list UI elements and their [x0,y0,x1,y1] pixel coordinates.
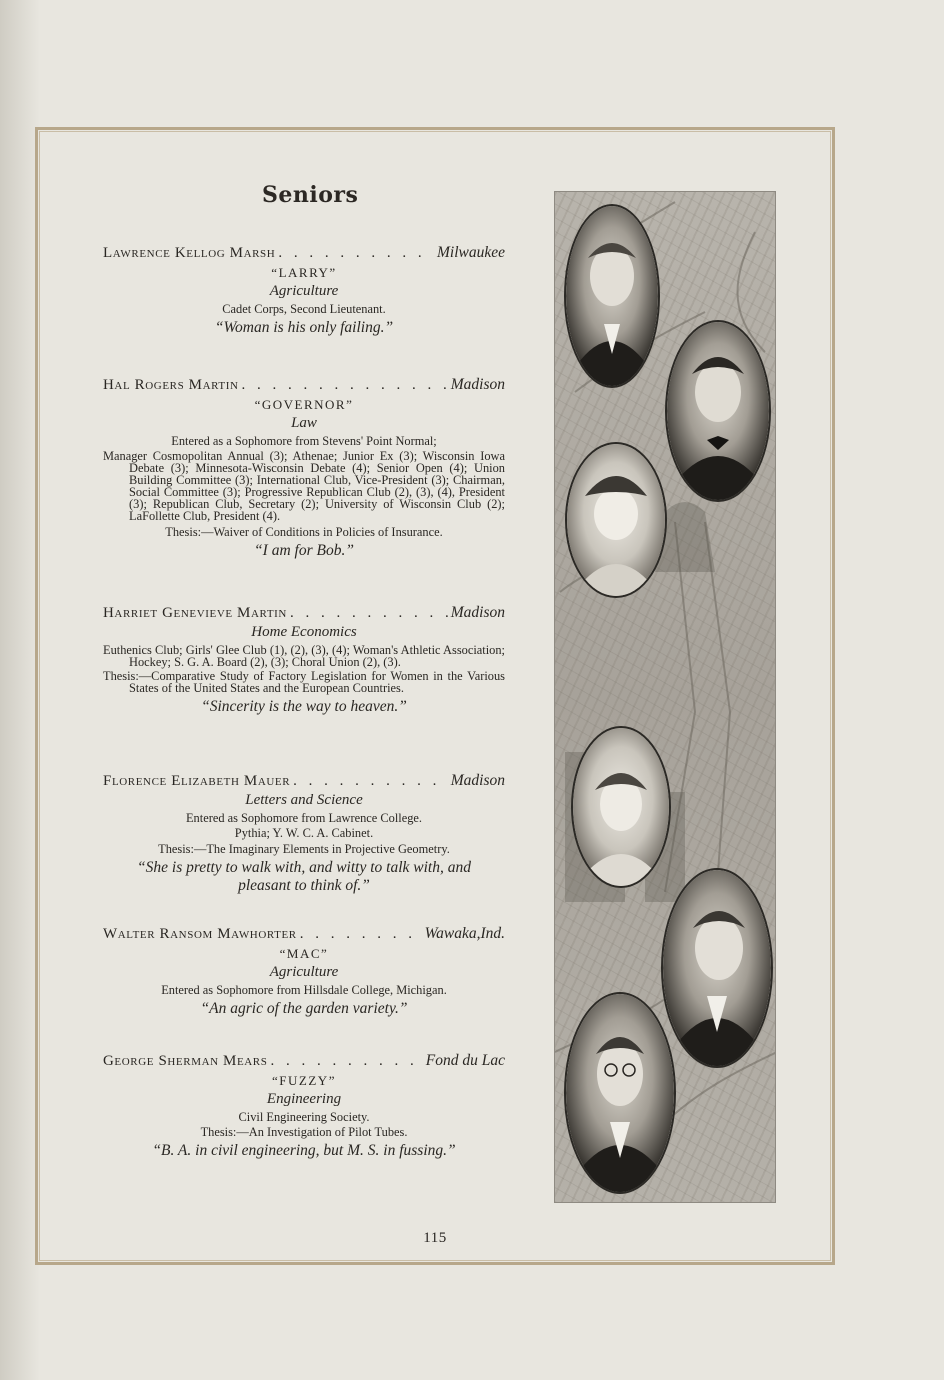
nickname: “MAC” [279,946,329,961]
quote: “I am for Bob.” [254,542,354,559]
leader-dots [242,377,448,394]
senior-entry-mauer [103,772,505,895]
leader-dots [293,773,448,790]
activities: Euthenics Club; Girls' Glee Club (1), (2), (3), (4); Woman's Athletic Association; Hockey; S. G. A. Board (2), (3); Choral Union (2), (3). [103,643,505,669]
course: Home Economics [251,624,357,640]
senior-entry-marsh [103,244,505,337]
senior-entry-mawhorter [103,925,505,1018]
name-line [103,376,505,394]
quote: “An agric of the garden variety.” [200,1000,408,1017]
leader-dots [290,605,448,622]
senior-entry-harriet-martin [103,604,505,716]
portrait-harriet-martin [565,442,667,598]
leader-dots [300,926,422,943]
nickname: “LARRY” [271,265,337,280]
leader-dots [270,1053,422,1070]
hometown: Milwaukee [436,244,505,261]
page-number: 115 [423,1230,447,1246]
hometown: Wawaka,Ind. [424,925,505,942]
thesis: Thesis:—Waiver of Conditions in Policies of Insurance. [165,525,443,539]
quote: “She is pretty to walk with, and witty to talk with, and pleasant to think of.” [137,859,471,894]
course: Law [291,415,317,431]
hometown: Madison [450,604,505,621]
portrait-marsh [564,204,660,388]
portrait-mears [564,992,676,1194]
name-line [103,1052,505,1070]
senior-entry-hal-martin [103,376,505,560]
senior-entry-mears [103,1052,505,1160]
thesis: Thesis:—Comparative Study of Factory Legislation for Women in the Various States of the United States and the European Countries. [103,669,505,695]
nickname: “GOVERNOR” [254,397,354,412]
quote: “Sincerity is the way to heaven.” [201,698,407,715]
nickname: “FUZZY” [272,1073,336,1088]
senior-name: George Sherman Mears [103,1053,268,1069]
leader-dots [278,245,434,262]
course: Letters and Science [245,792,363,808]
quote: “B. A. in civil engineering, but M. S. in fussing.” [152,1142,456,1159]
thesis: Thesis:—The Imaginary Elements in Projective Geometry. [158,842,450,856]
senior-name: Hal Rogers Martin [103,377,239,393]
entered-from: Entered as Sophomore from Lawrence College. [185,811,423,825]
name-line [103,244,505,262]
portrait-mauer [571,726,671,888]
activities: Pythia; Y. W. C. A. Cabinet. [234,826,374,840]
name-line [103,925,505,943]
portrait-strip [554,191,776,1203]
activities: Civil Engineering Society. [238,1110,370,1124]
hometown: Madison [450,772,505,789]
thesis: Thesis:—An Investigation of Pilot Tubes. [200,1125,408,1139]
course: Engineering [266,1091,342,1107]
hometown: Fond du Lac [425,1052,505,1069]
activities: Cadet Corps, Second Lieutenant. [222,302,386,316]
entered-from: Entered as a Sophomore from Stevens' Point Normal; [171,434,437,448]
portrait-hal-martin [665,320,771,502]
quote: “Woman is his only failing.” [214,319,394,336]
name-line [103,604,505,622]
hometown: Madison [450,376,505,393]
senior-name: Walter Ransom Mawhorter [103,926,297,942]
course: Agriculture [269,283,339,299]
page-gutter-shadow [0,0,40,1380]
senior-name: Harriet Genevieve Martin [103,605,287,621]
senior-name: Lawrence Kellog Marsh [103,245,276,261]
portrait-mawhorter [661,868,773,1068]
entered-from: Entered as Sophomore from Hillsdale College, Michigan. [161,983,447,997]
senior-name: Florence Elizabeth Mauer [103,773,291,789]
page-heading: Seniors [262,182,359,208]
name-line [103,772,505,790]
activities: Manager Cosmopolitan Annual (3); Athenae; Junior Ex (3); Wisconsin Iowa Debate (3); Minnesota-Wisconsin Debate (4); Senior Open (4); Union Building Committee (3); International Club, Vice-President (3); Chairman, Social Committee (3); Progressive Republican Club (2), (3), (4), President (3); Republican Club, Secretary (2); University of Wisconsin Club (2); LaFollette Club, President (4). [103,449,505,523]
course: Agriculture [269,964,339,980]
